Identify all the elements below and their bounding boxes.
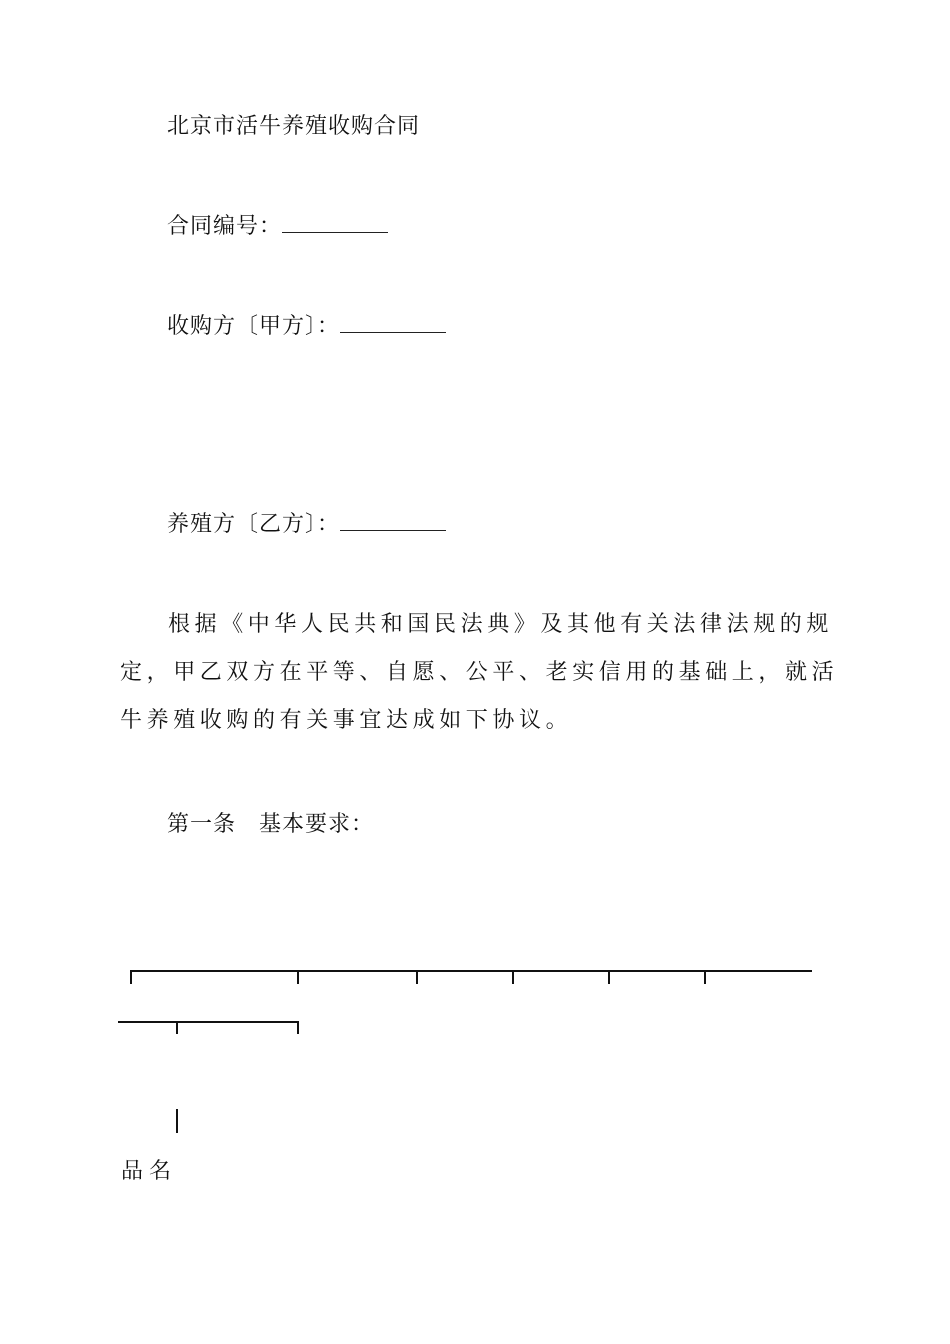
- intro-paragraph: 根据《中华人民共和国民法典》及其他有关法律法规的规定，甲乙双方在平等、自愿、公平、老实信用的基础上，就活牛养殖收购的有关事宜达成如下协议。: [120, 612, 839, 733]
- table-second-rule: [118, 1021, 299, 1023]
- buyer-label: 收购方〔甲方〕：: [167, 314, 341, 339]
- table-col-tick: [130, 970, 132, 984]
- contract-number-label: 合同编号：: [167, 214, 283, 239]
- buyer-blank: [340, 312, 446, 333]
- table-col-tick: [176, 1021, 178, 1034]
- table-header-product-name: 品名: [121, 1159, 178, 1184]
- table-col-tick: [416, 970, 418, 984]
- table-col-tick: [608, 970, 610, 984]
- table-col-tick: [704, 970, 706, 984]
- table-col-tick: [297, 1021, 299, 1034]
- table-col-tick: [297, 970, 299, 984]
- farmer-blank: [340, 510, 446, 531]
- table-top-rule: [130, 970, 812, 972]
- table-col-tick: [512, 970, 514, 984]
- buyer-line: [167, 312, 446, 342]
- farmer-label: 养殖方〔乙方〕：: [167, 512, 341, 537]
- table-cell-divider: [176, 1109, 178, 1133]
- article-1-heading: 第一条 基本要求：: [167, 812, 375, 837]
- contract-number-line: [167, 212, 388, 242]
- document-title: 北京市活牛养殖收购合同: [167, 114, 421, 139]
- contract-number-blank: [282, 212, 388, 233]
- farmer-line: [167, 510, 446, 540]
